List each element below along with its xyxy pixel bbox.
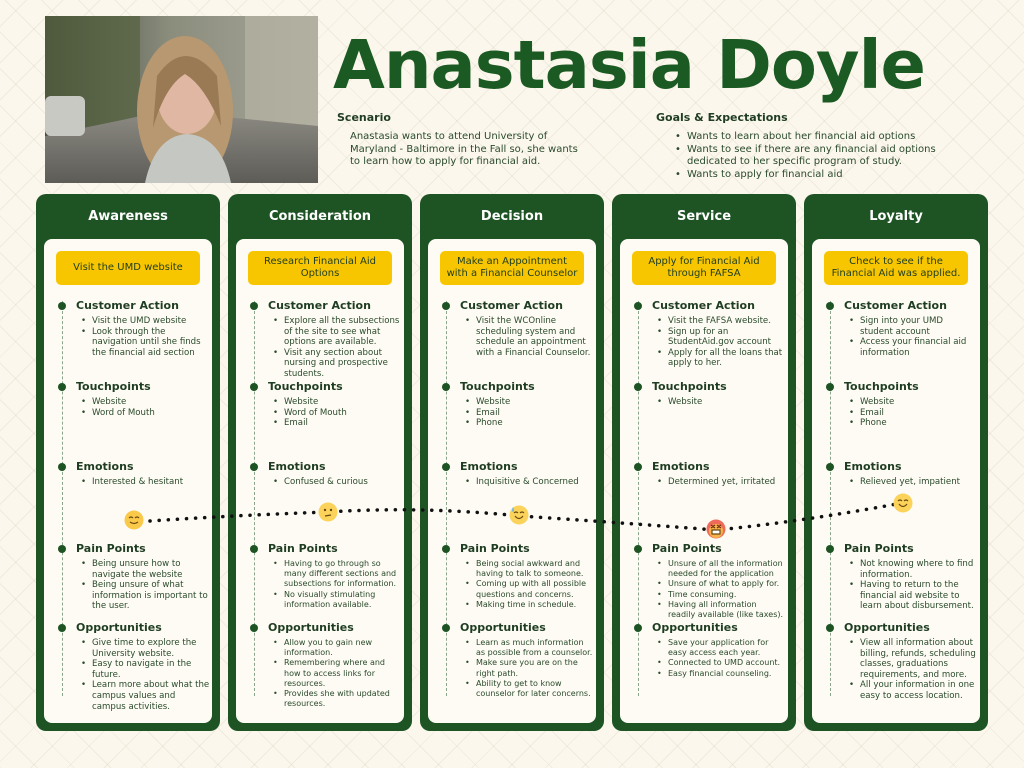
stage-title: Service [676,209,732,224]
timeline-line [638,301,639,696]
list-item: • Apply for all the loans that apply to her. [652,348,786,369]
list-item: • Making time in schedule. [460,600,594,610]
list-item: • Provides she with updated resources. [268,689,402,709]
timeline-dot [634,302,642,310]
stage-card [44,239,212,723]
section-emotions [652,460,786,488]
section-heading: Pain Points [268,542,338,555]
list-item: • Website [76,397,210,408]
stage-goal: Make an Appointment with a Financial Counselor [440,251,584,285]
timeline-dot [442,463,450,471]
section-heading: Emotions [844,460,902,473]
list-item: • Phone [844,418,978,429]
list-item: • Remembering where and how to access links for resources. [268,658,402,689]
timeline-dot [250,383,258,391]
list-item: • Allow you to gain new information. [268,638,402,658]
section-pain-points [844,542,978,612]
thinking-face-icon [318,502,338,522]
timeline-dot [634,463,642,471]
list-item: • Being social awkward and having to talk to someone. [460,559,594,579]
section-heading: Touchpoints [460,380,535,393]
list-item: • Visit the UMD website [76,316,210,327]
list-item: • Having all information readily available (like taxes). [652,600,786,620]
list-item: • Easy financial counseling. [652,669,786,679]
smiling-face-icon [124,510,144,530]
stage-title: Loyalty [869,209,923,224]
list-item: • Relieved yet, impatient [844,477,978,488]
section-opportunities [268,621,402,709]
timeline-dot [442,545,450,553]
section-opportunities [652,621,786,679]
stage-goal: Check to see if the Financial Aid was applied. [824,251,968,285]
list-item: • Confused & curious [268,477,402,488]
timeline-dot [442,302,450,310]
timeline-dot [250,463,258,471]
list-item: • Easy to navigate in the future. [76,659,210,680]
section-heading: Touchpoints [652,380,727,393]
timeline-dot [250,545,258,553]
list-item: • No visually stimulating information available. [268,590,402,610]
section-customer-action [268,299,402,380]
persona-photo [45,16,318,183]
stage-title: Decision [480,209,544,224]
scenario-title: Scenario [337,111,391,124]
list-item: • Connected to UMD account. [652,658,786,668]
timeline-dot [58,545,66,553]
section-heading: Pain Points [76,542,146,555]
section-heading: Emotions [76,460,134,473]
list-item: • Word of Mouth [76,408,210,419]
list-item: • Sign into your UMD student account [844,316,978,337]
stage-card [620,239,788,723]
timeline-dot [826,545,834,553]
list-item: • Visit any section about nursing and prospective students. [268,348,402,380]
timeline-line [830,301,831,696]
section-heading: Emotions [652,460,710,473]
goal-item: • Wants to see if there are any financial aid options dedicated to her specific program of study. [672,144,962,169]
section-heading: Pain Points [652,542,722,555]
section-emotions [76,460,210,488]
stage-card [236,239,404,723]
timeline-dot [634,383,642,391]
timeline-line [62,301,63,696]
section-heading: Touchpoints [76,380,151,393]
timeline-dot [442,624,450,632]
section-emotions [460,460,594,488]
stage-awareness [36,194,220,731]
timeline-dot [250,302,258,310]
timeline-dot [58,302,66,310]
section-heading: Opportunities [268,621,354,634]
section-touchpoints [460,380,594,429]
section-heading: Touchpoints [844,380,919,393]
list-item: • Phone [460,418,594,429]
stage-goal: Research Financial Aid Options [248,251,392,285]
list-item: • Time consuming. [652,590,786,600]
list-item: • Being unsure of what information is important to the user. [76,580,210,612]
list-item: • Determined yet, irritated [652,477,786,488]
list-item: • Make sure you are on the right path. [460,658,594,678]
section-pain-points [460,542,594,610]
section-touchpoints [76,380,210,418]
timeline-line [446,301,447,696]
section-emotions [268,460,402,488]
section-heading: Touchpoints [268,380,343,393]
section-heading: Customer Action [652,299,755,312]
section-heading: Customer Action [76,299,179,312]
timeline-dot [442,383,450,391]
goals-list [672,131,962,181]
goal-item: • Wants to learn about her financial aid options [672,131,962,144]
list-item: • Save your application for easy access each year. [652,638,786,658]
section-heading: Opportunities [76,621,162,634]
timeline-dot [58,624,66,632]
list-item: • Email [268,418,402,429]
stage-card [812,239,980,723]
section-heading: Customer Action [460,299,563,312]
scenario-text: Anastasia wants to attend University of Maryland - Baltimore in the Fall so, she wants to learn how to apply for financial aid. [350,131,578,167]
list-item: • Inquisitive & Concerned [460,477,594,488]
list-item: • Learn more about what the campus values and campus activities. [76,680,210,712]
list-item: • Unsure of what to apply for. [652,579,786,589]
list-item: • Learn as much information as possible from a counselor. [460,638,594,658]
list-item: • Not knowing where to find information. [844,559,978,580]
list-item: • Explore all the subsections of the site to see what options are available. [268,316,402,348]
section-heading: Customer Action [268,299,371,312]
section-touchpoints [844,380,978,429]
section-pain-points [76,542,210,612]
list-item: • Sign up for an StudentAid.gov account [652,327,786,348]
timeline-dot [250,624,258,632]
timeline-dot [826,624,834,632]
list-item: • Coming up with all possible questions and concerns. [460,579,594,599]
sweat-smile-icon [509,505,529,525]
frustrated-face-icon [706,519,726,539]
stage-card [428,239,596,723]
goals-title: Goals & Expectations [656,111,788,124]
section-customer-action [844,299,978,358]
list-item: • Being unsure how to navigate the website [76,559,210,580]
section-heading: Opportunities [460,621,546,634]
section-pain-points [268,542,402,610]
list-item: • Website [460,397,594,408]
list-item: • View all information about billing, refunds, scheduling classes, graduations requirements, and more. [844,638,978,680]
list-item: • Ability to get to know counselor for later concerns. [460,679,594,699]
list-item: • Having to go through so many different sections and subsections for information. [268,559,402,590]
timeline-dot [634,545,642,553]
section-pain-points [652,542,786,620]
section-heading: Opportunities [844,621,930,634]
section-heading: Emotions [268,460,326,473]
list-item: • Unsure of all the information needed for the application [652,559,786,579]
section-heading: Pain Points [844,542,914,555]
list-item: • Email [460,408,594,419]
timeline-dot [58,463,66,471]
section-heading: Emotions [460,460,518,473]
list-item: • Website [652,397,786,408]
list-item: • Website [844,397,978,408]
section-customer-action [652,299,786,369]
stage-decision [420,194,604,731]
timeline-dot [826,383,834,391]
section-opportunities [460,621,594,699]
list-item: • All your information in one easy to access location. [844,680,978,701]
stage-title: Consideration [268,209,372,224]
stage-service [612,194,796,731]
section-customer-action [76,299,210,358]
stage-consideration [228,194,412,731]
persona-name: Anastasia Doyle [333,26,925,104]
section-opportunities [844,621,978,702]
section-touchpoints [268,380,402,429]
list-item: • Email [844,408,978,419]
section-opportunities [76,621,210,712]
list-item: • Visit the WCOnline scheduling system and schedule an appointment with a Financial Counselor. [460,316,594,358]
list-item: • Having to return to the financial aid website to learn about disbursement. [844,580,978,612]
stage-goal: Apply for Financial Aid through FAFSA [632,251,776,285]
timeline-dot [826,463,834,471]
list-item: • Website [268,397,402,408]
list-item: • Visit the FAFSA website. [652,316,786,327]
stage-title: Awareness [88,209,168,224]
section-customer-action [460,299,594,358]
timeline-line [254,301,255,696]
timeline-dot [826,302,834,310]
stage-loyalty [804,194,988,731]
section-heading: Opportunities [652,621,738,634]
list-item: • Look through the navigation until she finds the financial aid section [76,327,210,359]
list-item: • Word of Mouth [268,408,402,419]
timeline-dot [634,624,642,632]
list-item: • Interested & hesitant [76,477,210,488]
section-touchpoints [652,380,786,408]
grinning-face-icon [893,493,913,513]
list-item: • Access your financial aid information [844,337,978,358]
section-heading: Customer Action [844,299,947,312]
stage-goal: Visit the UMD website [56,251,200,285]
list-item: • Give time to explore the University website. [76,638,210,659]
goal-item: • Wants to apply for financial aid [672,169,962,182]
section-heading: Pain Points [460,542,530,555]
section-emotions [844,460,978,488]
timeline-dot [58,383,66,391]
